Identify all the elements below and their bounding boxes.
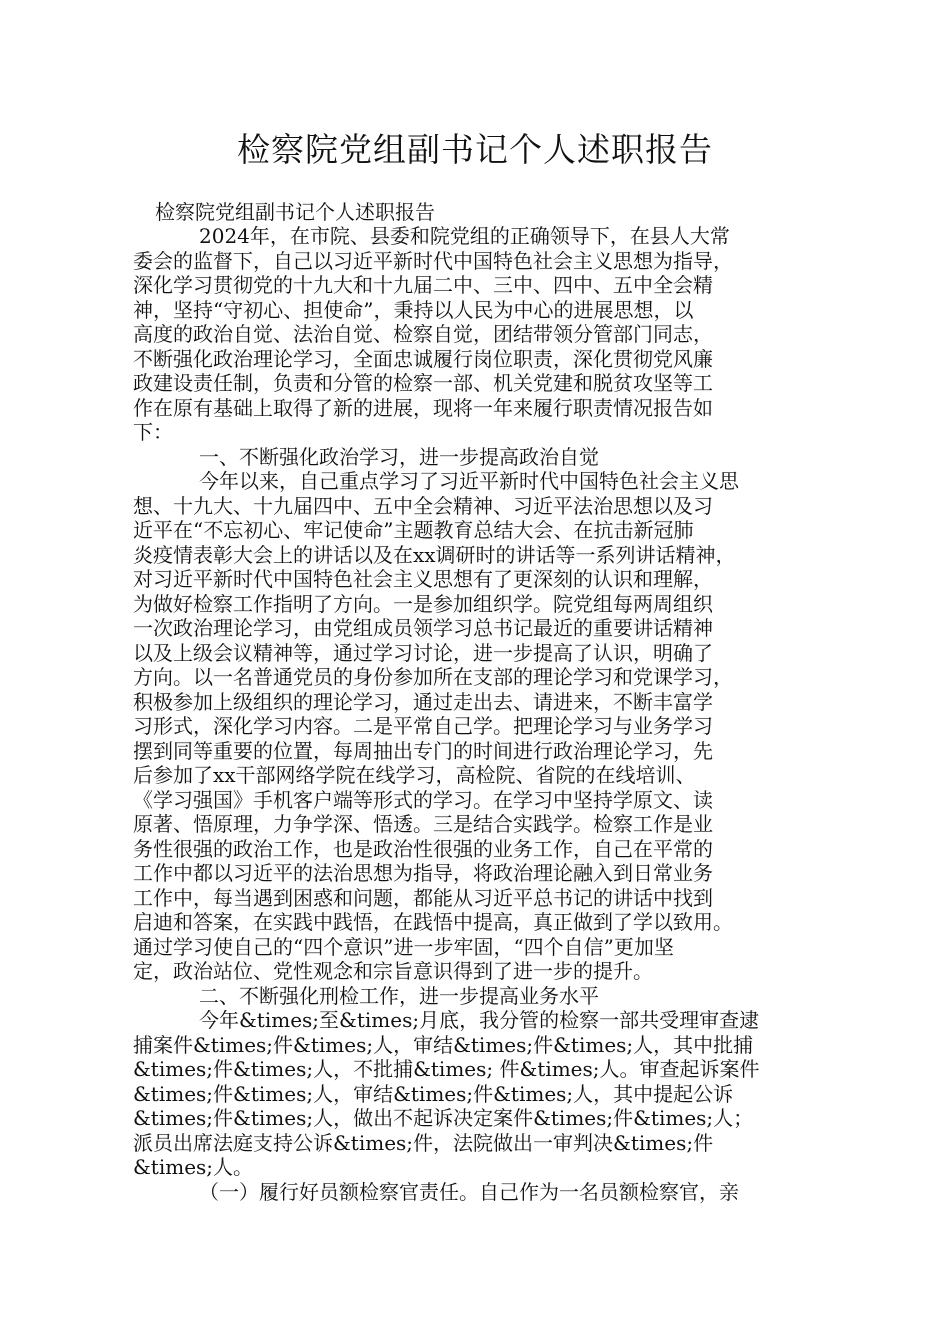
- paragraph-line: &times;件&times;人，审结&times;件&times;人，其中提起公诉: [133, 1081, 734, 1106]
- paragraph-line: 想、十九大、十九届四中、五中全会精神、习近平法治思想以及习: [133, 493, 713, 518]
- paragraph-line: 习形式，深化学习内容。二是平常自己学。把理论学习与业务学习: [133, 714, 713, 738]
- paragraph-line: 以及上级会议精神等，通过学习讨论，进一步提高了认识，明确了: [133, 640, 713, 665]
- paragraph-line: 务性很强的政治工作，也是政治性很强的业务工作，自己在平常的: [133, 836, 713, 861]
- paragraph-line: （一）履行好员额检察官责任。自己作为一名员额检察官，亲: [199, 1179, 739, 1204]
- paragraph-line: 高度的政治自觉、法治自觉、检察自觉，团结带领分管部门同志，: [133, 322, 713, 346]
- paragraph-line: 炎疫情表彰大会上的讲话以及在xx调研时的讲话等一系列讲话精神，: [133, 542, 736, 567]
- paragraph-line: 捕案件&times;件&times;人，审结&times;件&times;人，其中批捕: [133, 1032, 754, 1057]
- paragraph-line: 政建设责任制，负责和分管的检察一部、机关党建和脱贫攻坚等工: [133, 371, 713, 395]
- paragraph-line: 近平在“不忘初心、牢记使命”主题教育总结大会、在抗击新冠肺: [133, 518, 694, 542]
- document-subtitle: 检察院党组副书记个人述职报告: [155, 200, 435, 224]
- paragraph-line: 作在原有基础上取得了新的进展，现将一年来履行职责情况报告如: [133, 395, 713, 420]
- paragraph-line: 原著、悟原理，力争学深、悟透。三是结合实践学。检察工作是业: [133, 812, 713, 836]
- section-heading: 一、不断强化政治学习，进一步提高政治自觉: [199, 444, 599, 469]
- paragraph-line: 后参加了xx干部网络学院在线学习，高检院、省院的在线培训、: [133, 763, 696, 787]
- document-title: 检察院党组副书记个人述职报告: [237, 130, 713, 169]
- paragraph-line: 今年&times;至&times;月底，我分管的检察一部共受理审查逮: [199, 1008, 760, 1032]
- paragraph-line: &times;件&times;人，做出不起诉决定案件&times;件&times;人；: [133, 1106, 754, 1130]
- paragraph-line: 派员出席法庭支持公诉&times;件，法院做出一审判决&times;件: [133, 1130, 714, 1155]
- paragraph-line: &times;人。: [133, 1155, 254, 1179]
- paragraph-line: 方向。以一名普通党员的身份参加所在支部的理论学习和党课学习，: [133, 665, 733, 689]
- paragraph-line: &times;件&times;人，不批捕&times; 件&times;人。审查起诉案件: [133, 1057, 760, 1081]
- paragraph-line: 通过学习使自己的“四个意识”进一步牢固，“四个自信”更加坚: [133, 934, 674, 959]
- paragraph-line: 工作中，每当遇到困惑和问题，都能从习近平总书记的讲话中找到: [133, 885, 713, 910]
- paragraph-line: 一次政治理论学习，由党组成员领学习总书记最近的重要讲话精神: [133, 616, 713, 640]
- paragraph-line: 委会的监督下，自己以习近平新时代中国特色社会主义思想为指导，: [133, 248, 733, 273]
- paragraph-line: 为做好检察工作指明了方向。一是参加组织学。院党组每两周组织: [133, 591, 713, 616]
- paragraph-line: 《学习强国》手机客户端等形式的学习。在学习中坚持学原文、读: [133, 787, 713, 812]
- paragraph-line: 对习近平新时代中国特色社会主义思想有了更深刻的认识和理解，: [133, 567, 713, 591]
- paragraph-line: 深化学习贯彻党的十九大和十九届二中、三中、四中、五中全会精: [133, 273, 713, 297]
- document-body: [133, 224, 823, 1204]
- paragraph-line: 不断强化政治理论学习，全面忠诚履行岗位职责，深化贯彻党风廉: [133, 346, 713, 371]
- paragraph-line: 积极参加上级组织的理论学习，通过走出去、请进来，不断丰富学: [133, 689, 713, 714]
- paragraph-line: 工作中都以习近平的法治思想为指导，将政治理论融入到日常业务: [133, 861, 713, 885]
- paragraph-line: 摆到同等重要的位置，每周抽出专门的时间进行政治理论学习，先: [133, 738, 713, 763]
- paragraph-line: 定，政治站位、党性观念和宗旨意识得到了进一步的提升。: [133, 959, 653, 983]
- paragraph-line: 今年以来，自己重点学习了习近平新时代中国特色社会主义思: [199, 469, 739, 493]
- paragraph-line: 2024年，在市院、县委和院党组的正确领导下，在县人大常: [199, 224, 730, 248]
- paragraph-line: 神，坚持“守初心、担使命”，秉持以人民为中心的进展思想，以: [133, 297, 694, 322]
- paragraph-line: 启迪和答案，在实践中践悟，在践悟中提高，真正做到了学以致用。: [133, 910, 733, 934]
- section-heading: 二、不断强化刑检工作，进一步提高业务水平: [199, 983, 599, 1008]
- paragraph-line: 下：: [133, 420, 173, 444]
